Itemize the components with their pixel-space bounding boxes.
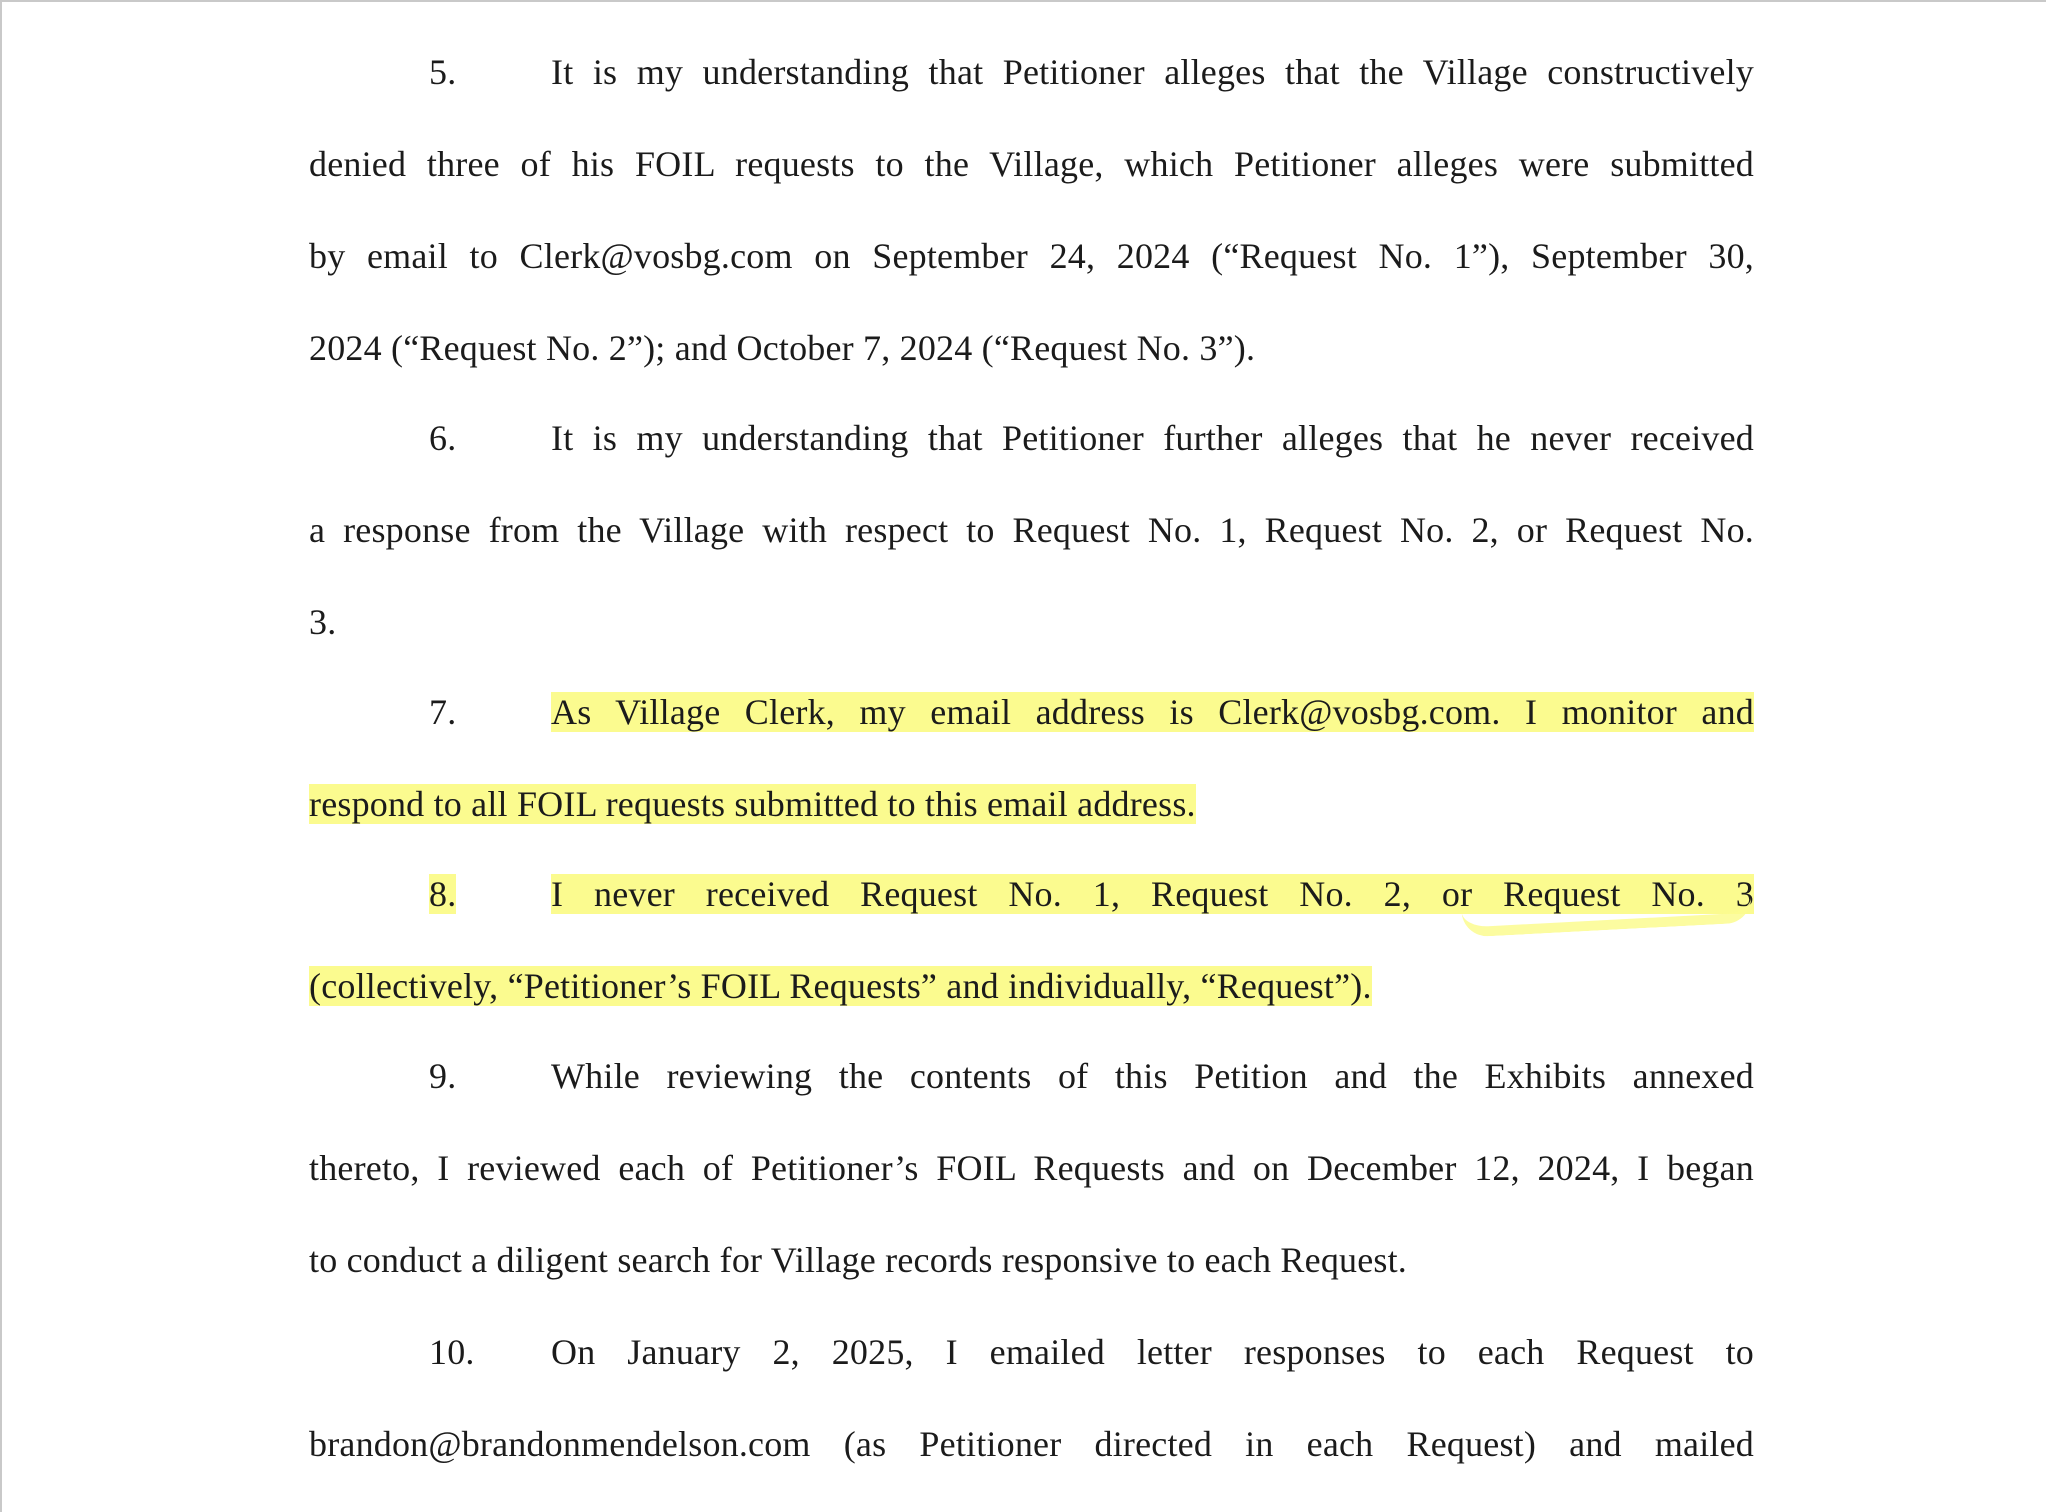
paragraph-7-line-2 bbox=[309, 780, 1754, 828]
paragraph-9-line-1: 9. While reviewing the contents of this Petition and the Exhibits annexed bbox=[309, 1052, 1754, 1100]
paragraph-6-line-3: 3. bbox=[309, 602, 337, 642]
highlighted-text: respond to all FOIL requests submitted to this email address. bbox=[309, 784, 1196, 824]
highlighted-text: 8. bbox=[429, 874, 457, 914]
paragraph-number: 10. bbox=[429, 1332, 475, 1372]
paragraph-6-line-1: 6. It is my understanding that Petitioner further alleges that he never received bbox=[309, 414, 1754, 462]
paragraph-9-line-3: to conduct a diligent search for Village records responsive to each Request. bbox=[309, 1240, 1408, 1280]
highlighted-text: I never received Request No. 1, Request No. 2, or Request No. 3 bbox=[551, 874, 1754, 914]
paragraph-5-line-1: 5. It is my understanding that Petitioner alleges that the Village constructively bbox=[309, 48, 1754, 96]
paragraph-number: 6. bbox=[429, 418, 457, 458]
paragraph-9-line-2: thereto, I reviewed each of Petitioner’s FOIL Requests and on December 12, 2024, I began bbox=[309, 1148, 1754, 1188]
highlighted-text: As Village Clerk, my email address is Clerk@vosbg.com. I monitor and bbox=[551, 692, 1754, 732]
paragraph-number: 5. bbox=[429, 52, 457, 92]
paragraph-10-line-1: 10. On January 2, 2025, I emailed letter responses to each Request to bbox=[309, 1328, 1754, 1376]
paragraph-10-line-2: brandon@brandonmendelson.com (as Petitioner directed in each Request) and mailed bbox=[309, 1424, 1754, 1464]
paragraph-number bbox=[309, 870, 551, 918]
paragraph-5-line-4: 2024 (“Request No. 2”); and October 7, 2024 (“Request No. 3”). bbox=[309, 328, 1256, 368]
paragraph-5-line-2: denied three of his FOIL requests to the Village, which Petitioner alleges were submitted bbox=[309, 144, 1754, 184]
paragraph-8-line-2 bbox=[309, 962, 1754, 1010]
paragraph-6-line-2: a response from the Village with respect to Request No. 1, Request No. 2, or Request No. bbox=[309, 510, 1754, 550]
paragraph-number: 7. bbox=[429, 692, 457, 732]
paragraph-number: 9. bbox=[429, 1056, 457, 1096]
paragraph-7-line-1 bbox=[309, 688, 1754, 736]
highlighted-text: (collectively, “Petitioner’s FOIL Requests” and individually, “Request”). bbox=[309, 966, 1372, 1006]
paragraph-5-line-3: by email to Clerk@vosbg.com on September 24, 2024 (“Request No. 1”), September 30, bbox=[309, 236, 1754, 276]
